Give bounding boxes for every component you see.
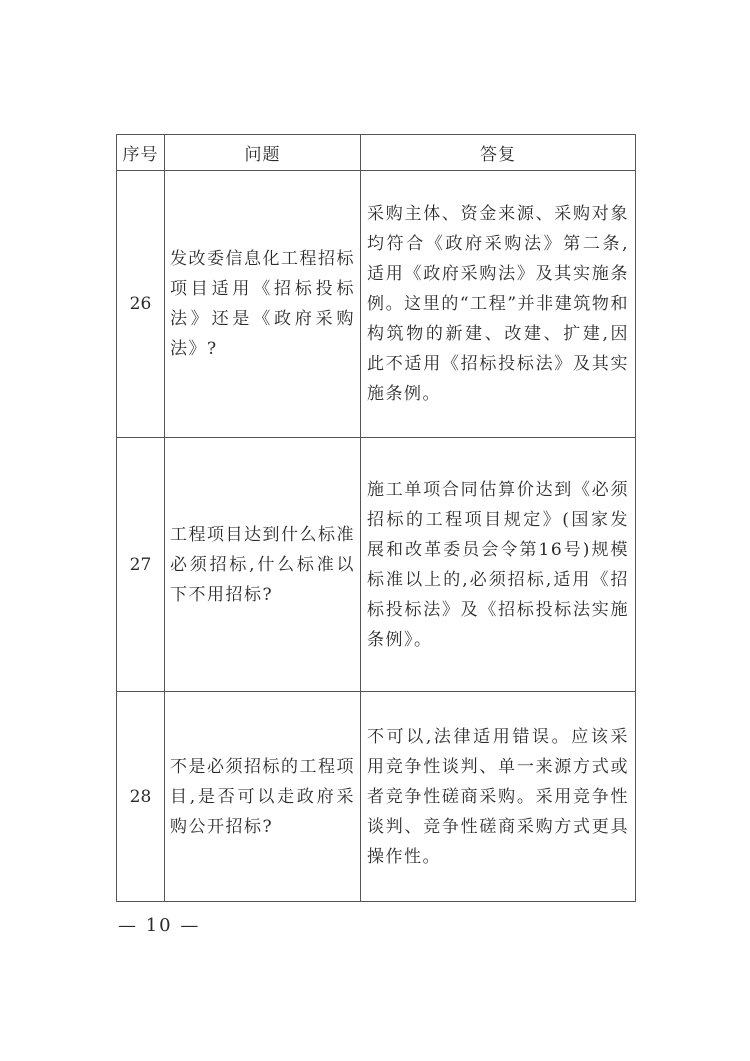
row-question: 发改委信息化工程招标项目适用《招标投标法》还是《政府采购法》?	[165, 171, 361, 438]
row-answer: 不可以,法律适用错误。应该采用竞争性谈判、单一来源方式或者竞争性磋商采购。采用竞争性谈判、竞争性磋商采购方式更具操作性。	[361, 692, 636, 902]
header-serial-number: 序号	[117, 135, 165, 171]
row-question: 工程项目达到什么标准必须招标,什么标准以下不用招标?	[165, 438, 361, 692]
table-row	[117, 692, 636, 902]
row-number: 28	[117, 692, 165, 902]
page-number: — 10 —	[118, 915, 201, 936]
header-answer: 答复	[361, 135, 636, 171]
table-row	[117, 438, 636, 692]
row-question: 不是必须招标的工程项目,是否可以走政府采购公开招标?	[165, 692, 361, 902]
row-answer: 施工单项合同估算价达到《必须招标的工程项目规定》(国家发展和改革委员会令第16号)规模标准以上的,必须招标,适用《招标投标法》及《招标投标法实施条例》。	[361, 438, 636, 692]
qa-table	[116, 134, 636, 902]
table-row	[117, 171, 636, 438]
row-answer: 采购主体、资金来源、采购对象均符合《政府采购法》第二条,适用《政府采购法》及其实施条例。这里的“工程”并非建筑物和构筑物的新建、改建、扩建,因此不适用《招标投标法》及其实施条例。	[361, 171, 636, 438]
row-number: 26	[117, 171, 165, 438]
header-question: 问题	[165, 135, 361, 171]
table-header-row	[117, 135, 636, 171]
row-number: 27	[117, 438, 165, 692]
